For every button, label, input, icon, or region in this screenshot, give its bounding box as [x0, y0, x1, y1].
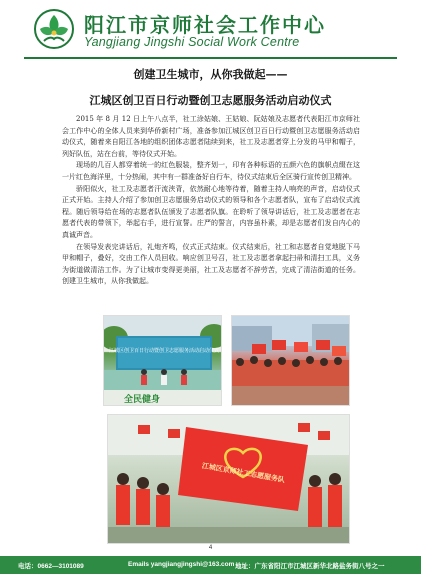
org-logo-icon — [30, 7, 78, 51]
letterhead — [0, 0, 421, 60]
stage-photo-illustration — [104, 316, 222, 406]
header-divider — [24, 57, 397, 59]
event-photo-crowd-flags — [231, 315, 350, 406]
footer-address: 地址：广东省阳江市江城区新华北路盐务街八号之一 — [235, 563, 385, 570]
volunteers-photo-illustration — [108, 415, 350, 544]
paragraph: 骄阳似火，社工及志愿者汗流浃背，依然耐心地等待着，随着主持人响亮的声音，启动仪式正式开始。主持人介绍了参加创卫志愿服务启动仪式的领导和各个志愿者队，宣布了启动仪式流程。随后领导给在场的志愿者队伍颁发了志愿者队旗。在聆听了领导讲话后，社工及志愿者在志愿者代表的带领下，举起右手，进行宣誓。庄严的誓言，内容虽朴素，却是志愿者们发自内心的真诚声音。 — [62, 184, 360, 239]
paragraph: 2015 年 8 月 12 日上午八点半，社工涂姑娘、王姑娘、阮姑娘及志愿者代表阳江市京师社会工作中心的全体人员来到华侨新村广场，准备参加江城区创卫百日行动暨创卫志愿服务活动启动仪式，随着来自阳江各地的组织团体志愿者陆续到来，社工及志愿者穿上分发的马甲和帽子，列好队伍，站在台前，等待仪式开始。 — [62, 115, 360, 158]
footer-bar — [0, 556, 421, 574]
event-photo-volunteers-heart-flag — [107, 414, 350, 544]
flag-text: 江城区京师社工志愿服务队 — [201, 461, 286, 485]
article-title-line-2: 江城区创卫百日行动暨创卫志愿服务活动启动仪式 — [89, 94, 332, 107]
page-number: 4 — [208, 545, 213, 551]
footer-phone: 电话：0662—3101089 — [18, 563, 84, 570]
crowd-photo-illustration — [232, 316, 350, 406]
banner-text: 江城区创卫百日行动暨创卫志愿服务活动启动仪式 — [108, 348, 220, 354]
article-body — [62, 114, 360, 288]
org-name-chinese: 阳江市京师社会工作中心 — [84, 13, 326, 37]
org-name-english: Yangjiang Jingshi Social Work Centre — [84, 35, 300, 49]
event-photo-stage — [103, 315, 222, 406]
article-title-line-1: 创建卫生城市，从你我做起—— — [133, 68, 288, 81]
footer-email[interactable]: Emails yangjiangjingshi@163.com — [128, 561, 235, 568]
paragraph: 现场的几百人都穿着统一的红色服装，整齐划一，印有各种标语的五颜六色的旗帜点缀在这一片红色海洋里，十分热闹，其中有一群准备好自行车，待仪式结束后全区骑行宣传创卫精神。 — [62, 161, 360, 181]
paragraph: 在领导发表完讲话后，礼炮齐鸣，仪式正式结束。仪式结束后，社工和志愿者自觉地脱下马甲和帽子，叠好，交由工作人员回收。响应创卫号召，社工及志愿者拿起扫帚和清扫工具，义务为街道做清洁工作。为了让城市变得更美丽，社工及志愿者不辞劳苦，完成了清洁街道的任务。创建卫生城市，从你我做起。 — [62, 242, 360, 286]
bottom-sign-text: 全民健身 — [123, 395, 161, 405]
